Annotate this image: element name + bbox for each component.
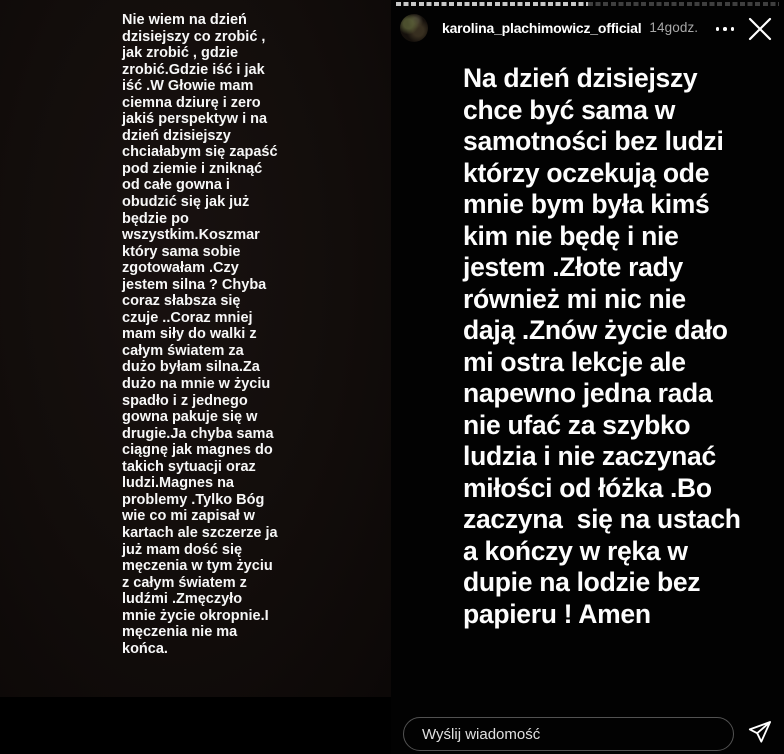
- more-options-icon: [716, 27, 720, 31]
- paper-plane-icon: [747, 719, 773, 745]
- avatar[interactable]: [400, 14, 428, 42]
- more-options-button[interactable]: [712, 22, 738, 36]
- story-progress-bar: [396, 2, 779, 6]
- story-header: [400, 13, 698, 42]
- close-icon: [747, 16, 773, 42]
- message-composer: [391, 697, 784, 754]
- send-button[interactable]: [745, 717, 775, 747]
- story-progress-viewed: [396, 2, 588, 6]
- username[interactable]: karolina_plachimowicz_official: [442, 19, 642, 36]
- more-options-icon: [723, 27, 727, 31]
- story-progress-remaining: [588, 2, 780, 6]
- previous-story-text: Nie wiem na dzień dzisiejszy co zrobić , jak zrobić , gdzie zrobić.Gdzie iść i jak iść .W Głowie mam ciemna dziurę i zero jakiś perspektyw i na dzień dzisiejszy chciałabym się zapaść pod ziemie i zniknąć od całe gowna i obudzić się jak już będzie po wszystkim.Koszmar który sama sobie zgotowałam .Czy jestem silna ? Chyba coraz słabsza się czuje ..Coraz mniej mam siły do walki z całym światem za dużo byłam silna.Za dużo na mnie w życiu spadło i z jednego gowna pakuje się w drugie.Ja chyba sama ciągnę jak magnes do takich sytuacji oraz ludzi.Magnes na problemy .Tylko Bóg wie co mi zapisał w kartach ale szczerze ja już mam dość się męczenia w tym życiu z całym światem z ludźmi .Zmęczyło mnie życie okropnie.I męczenia nie ma końca.: [122, 12, 278, 657]
- previous-story-card[interactable]: [0, 0, 391, 697]
- more-options-icon: [731, 27, 735, 31]
- message-input[interactable]: [403, 717, 734, 751]
- close-button[interactable]: [744, 13, 776, 45]
- active-story-text: Na dzień dzisiejszy chce być sama w samotności bez ludzi którzy oczekują ode mnie bym była kimś kim nie będę i nie jestem .Złote rady również mi nic nie dają .Znów życie dało mi ostra lekcje ale napewno jedna rada nie ufać za szybko ludzia i nie zaczynać miłości od łóżka .Bo zaczyna się na ustach a kończy w ręka w dupie na lodzie bez papieru ! Amen: [463, 63, 741, 629]
- active-story-panel[interactable]: [391, 0, 784, 754]
- story-timestamp: 14godz.: [649, 20, 699, 35]
